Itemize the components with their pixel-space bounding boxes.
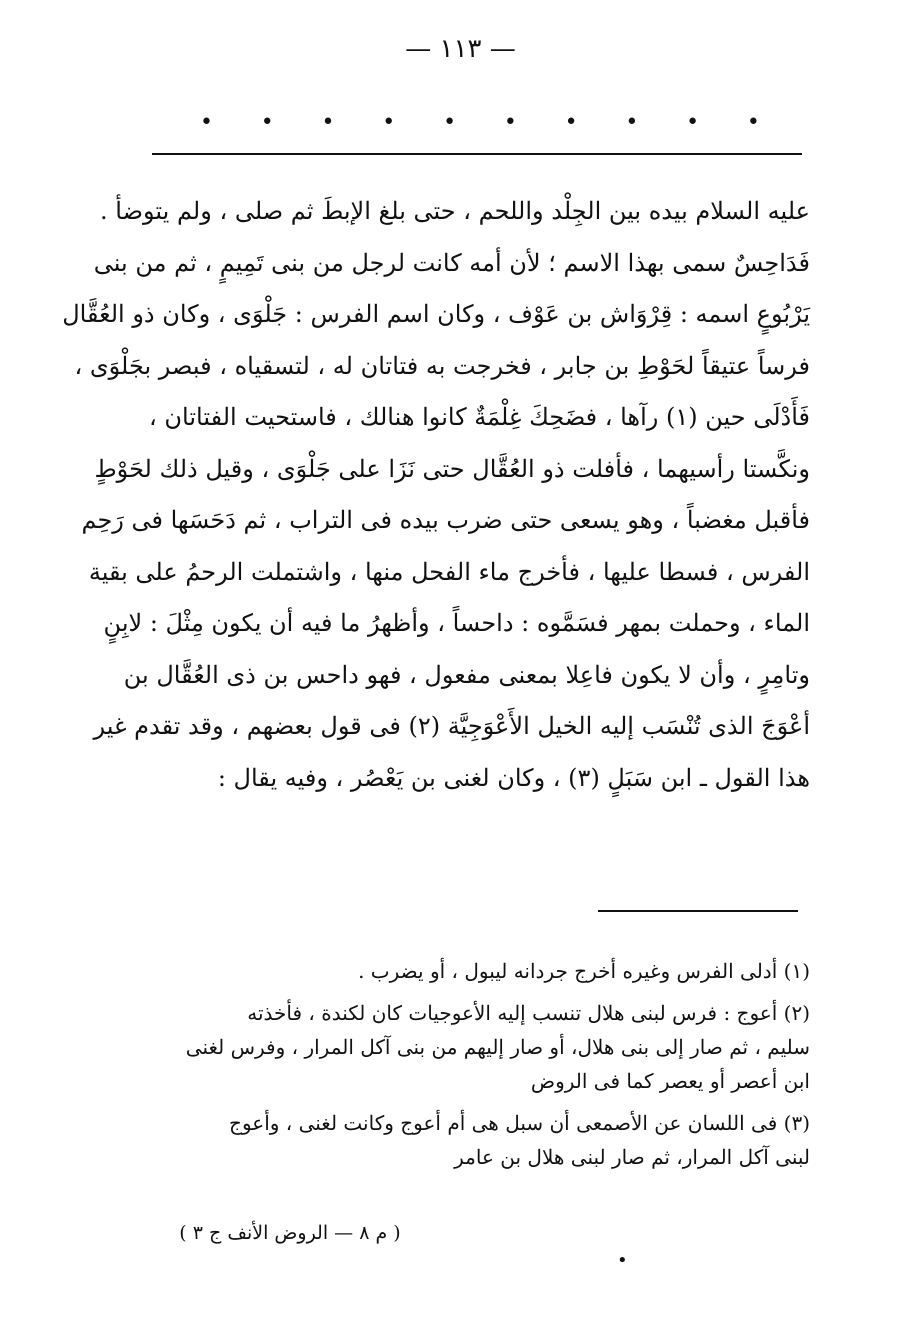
ornament-dot: • (443, 110, 457, 135)
text-line: هذا القول ـ ابن سَبَلٍ (٣) ، وكان لغنى بن يَعْصُر ، وفيه يقال : (217, 763, 810, 792)
signature-mark: ( م ٨ — الروض الأنف ج ٣ ) (179, 1222, 401, 1244)
ornament-dot: • (260, 110, 274, 135)
main-text (62, 186, 810, 804)
footnote-2-line: (٢) أعوج : فرس لبنى هلال تنسب إليه الأعوجيات كان لكندة ، فأخذته (247, 1001, 810, 1025)
footnotes (150, 954, 810, 1174)
ornament-dot: • (321, 110, 335, 135)
text-line: يَرْبُوعٍ اسمه : قِرْوَاش بن عَوْف ، وكان اسم الفرس : جَلْوَى ، وكان ذو العُقَّال (62, 300, 810, 328)
ornament-dot: • (503, 110, 517, 135)
text-line: وتامِرٍ ، وأن لا يكون فاعِلا بمعنى مفعول ، فهو داحس بن ذى العُقَّال بن (123, 660, 810, 689)
stray-ink-dot: • (617, 1250, 628, 1271)
text-line: فأقبل مغضباً ، وهو يسعى حتى ضرب بيده فى التراب ، ثم دَحَسَها فى رَحِم (81, 506, 810, 534)
text-line: فَأَدْلَى حين (١) رآها ، فضَحِكَ غِلْمَةٌ كانوا هنالك ، فاستحيت الفتاتان ، (149, 403, 810, 431)
footnote-divider (598, 910, 798, 912)
text-line: عليه السلام بيده بين الجِلْد واللحم ، حتى بلغ الإبطَ ثم صلى ، ولم يتوضأ . (100, 197, 810, 225)
ornament-dot: • (625, 110, 639, 135)
footnote-2-line: سليم ، ثم صار إلى بنى هلال، أو صار إليهم من بنى آكل المرار ، وفرس لغنى (185, 1035, 810, 1059)
ornament-dot: • (200, 110, 213, 135)
ornament-dot: • (746, 110, 760, 135)
footnote-2-line: ابن أعصر أو يعصر كما فى الروض (530, 1069, 810, 1093)
ornament-dot: • (686, 110, 700, 135)
ornament-dot: • (564, 110, 578, 135)
ornament-dot-row (200, 112, 760, 134)
text-line: الفرس ، فسطا عليها ، فأخرج ماء الفحل منها ، واشتملت الرحمُ على بقية (88, 557, 810, 586)
text-line: الماء ، وحملت بمهر فسَمَّوه : داحساً ، وأظهرُ ما فيه أن يكون مِثْلَ : لابِنٍ (103, 609, 810, 637)
text-line: فَدَاحِسٌ سمى بهذا الاسم ؛ لأن أمه كانت لرجل من بنى تَمِيمٍ ، ثم من بنى (93, 248, 810, 277)
header-divider (152, 153, 802, 155)
text-line: فرساً عتيقاً لحَوْطِ بن جابر ، فخرجت به فتاتان له ، لتسقياه ، فبصر بجَلْوَى ، (74, 351, 810, 380)
page-number: — ١١٣ — (405, 34, 516, 64)
text-line: ونكَّستا رأسيهما ، فأفلت ذو العُقَّال حتى نَزَا على جَلْوَى ، وقيل ذلك لحَوْطٍ (94, 454, 810, 483)
ornament-dot: • (382, 110, 396, 135)
text-line: أعْوَجَ الذى تُنْسَب إليه الخيل الأَعْوَجِيَّة (٢) فى قول بعضهم ، وقد تقدم غير (93, 712, 810, 740)
footnote-1-line: (١) أدلى الفرس وغيره أخرج جردانه ليبول ، أو يضرب . (358, 959, 810, 983)
footnote-3-line: (٣) فى اللسان عن الأصمعى أن سبل هى أم أعوج وكانت لغنى ، وأعوج (229, 1111, 810, 1135)
footnote-3-line: لبنى آكل المرار، ثم صار لبنى هلال بن عامر (454, 1145, 810, 1169)
